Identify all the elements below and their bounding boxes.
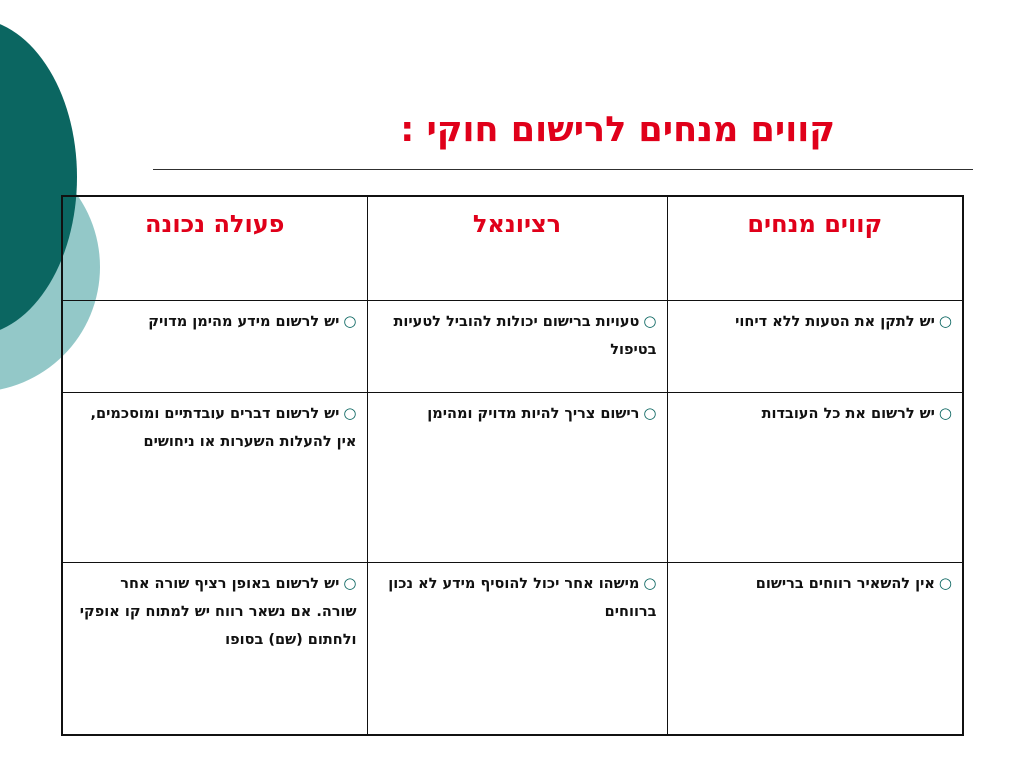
table-row xyxy=(62,301,963,393)
table-cell xyxy=(667,563,963,736)
bullet-icon: ○ xyxy=(343,404,357,422)
bullet-icon: ○ xyxy=(643,312,657,330)
bullet-icon: ○ xyxy=(343,574,357,592)
table-cell xyxy=(667,301,963,393)
table-cell xyxy=(667,393,963,563)
cell-text: אין להשאיר רווחים ברישום xyxy=(755,576,935,592)
table-header-row xyxy=(62,196,963,301)
bullet-icon: ○ xyxy=(343,312,357,330)
cell-text: יש לרשום מידע מהימן מדויק xyxy=(148,314,340,330)
cell-text: יש לרשום דברים עובדתיים ומוסכמים, אין להעלות השערות או ניחושים xyxy=(90,406,357,450)
table-cell xyxy=(62,301,367,393)
header-correct-action: פעולה נכונה xyxy=(62,196,367,301)
cell-text: יש לרשום באופן רציף שורה אחר שורה. אם נשאר רווח יש למתוח קו אופקי ולחתום (שם) בסופו xyxy=(79,576,357,648)
table-row xyxy=(62,393,963,563)
guidelines-table xyxy=(61,195,964,736)
bullet-icon: ○ xyxy=(938,312,952,330)
cell-text: יש לתקן את הטעות ללא דיחוי xyxy=(735,314,935,330)
header-guidelines: קווים מנחים xyxy=(667,196,963,301)
table-cell xyxy=(367,563,667,736)
bullet-icon: ○ xyxy=(938,404,952,422)
cell-text: יש לרשום את כל העובדות xyxy=(761,406,935,422)
bullet-icon: ○ xyxy=(938,574,952,592)
table-cell xyxy=(367,301,667,393)
cell-text: טעויות ברישום יכולות להוביל לטעיות בטיפול xyxy=(393,314,657,358)
bullet-icon: ○ xyxy=(643,404,657,422)
table-cell xyxy=(62,563,367,736)
table-cell xyxy=(367,393,667,563)
cell-text: רישום צריך להיות מדויק ומהימן xyxy=(427,406,640,422)
slide-title: קווים מנחים לרישום חוקי : xyxy=(400,110,835,150)
table-cell xyxy=(62,393,367,563)
header-rationale: רציונאל xyxy=(367,196,667,301)
table-row xyxy=(62,563,963,736)
cell-text: מישהו אחר יכול להוסיף מידע לא נכון ברווחים xyxy=(388,576,657,620)
title-underline xyxy=(153,169,973,170)
bullet-icon: ○ xyxy=(643,574,657,592)
